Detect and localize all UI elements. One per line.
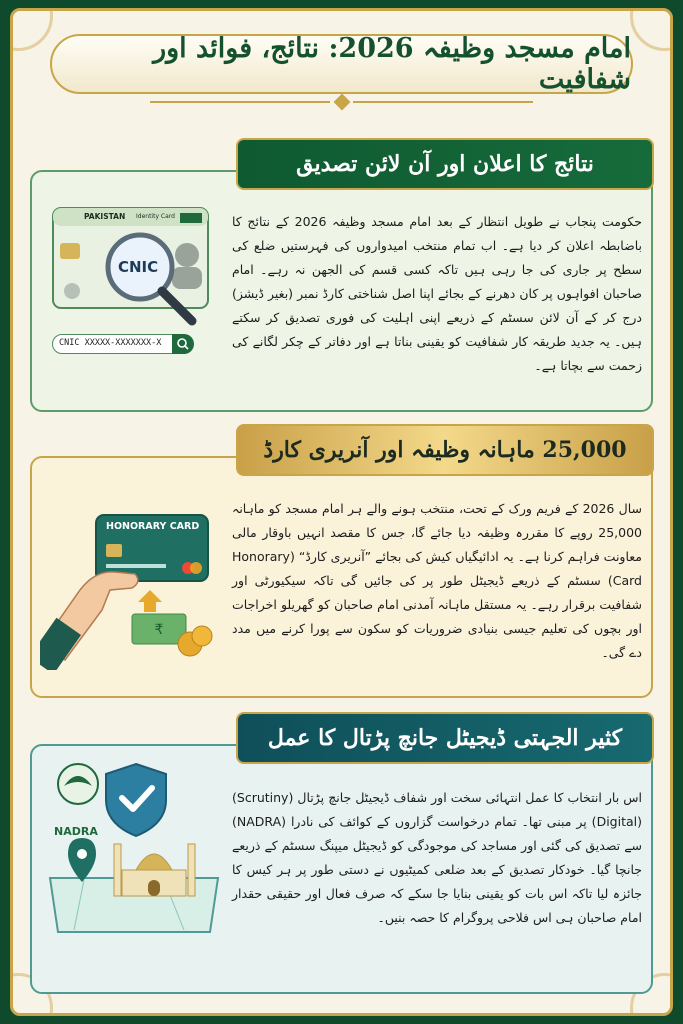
corner-ornament: [630, 8, 673, 51]
government-emblem-icon: [58, 764, 98, 804]
chip-icon: [60, 243, 80, 259]
avatar: [64, 283, 80, 299]
section-heading-scrutiny: کثیر الجہتی ڈیجیٹل جانچ پڑتال کا عمل: [236, 712, 654, 764]
section-heading-results: نتائج کا اعلان اور آن لائن تصدیق: [236, 138, 654, 190]
search-button[interactable]: [172, 334, 194, 354]
search-icon: [172, 334, 194, 354]
svg-text:₹: ₹: [154, 622, 164, 638]
chip-icon: [106, 544, 122, 557]
arrow-up-icon: [138, 590, 162, 612]
section-body-results: حکومت پنجاب نے طویل انتظار کے بعد امام مسجد وظیفہ 2026 کے نتائج کا باضابطہ اعلان کر دیا ہے۔ اب تمام منتخب امیدواروں کی فہرستیں ضلع کی سطح پر جاری کی جا رہی ہیں تاکہ کسی قسم کی الجھن نہ رہے۔ امام صاحبان افواہوں پر کان دھرنے کے بجائے اپنا اصل شناختی کارڈ نمبر (بغیر ڈیشز) درج کر کے آن لائن سسٹم کے ذریعے اپنی اہلیت کی فوری تصدیق کر سکتے ہیں۔ یہ جدید طریقہ کار شفافیت کو یقینی بناتا ہے اور دفاتر کے چکر لگانے کی زحمت سے بچاتا ہے۔: [232, 214, 643, 373]
section-body-stipend: سال 2026 کے فریم ورک کے تحت، منتخب ہونے والے ہر امام مسجد کو ماہانہ 25,000 روپے کا مقررہ وظیفہ دیا جائے گا، جس کا مقصد انہیں باوقار مالی معاونت فراہم کرنا ہے۔ یہ ادائیگیاں کیش کی بجائے ”آنریری کارڈ“ (Honorary Card) سسٹم کے ذریعے ڈیجیٹل طور پر کی جائیں گی تاکہ سیکیورٹی اور شفافیت برقرار رہے۔ یہ مستقل ماہانہ آمدنی امام صاحبان کو گھریلو اخراجات اور بچوں کی تعلیم جیسی بنیادی ضروریات کو سکون سے پورا کرنے میں مدد دے گی۔: [232, 501, 642, 660]
flag-icon: [180, 213, 202, 223]
shield-check-icon: [106, 764, 166, 836]
lens-text: CNIC: [118, 258, 159, 276]
scrutiny-illustration: [44, 758, 224, 938]
page-title: امام مسجد وظیفہ 2026: نتائج، فوائد اور شفافیت: [153, 33, 631, 95]
honorary-card-hand-illustration: [40, 510, 220, 670]
divider: [150, 101, 330, 103]
section-heading-stipend: 25,000 ماہانہ وظیفہ اور آنریری کارڈ: [236, 424, 654, 476]
card-country: PAKISTAN: [84, 212, 126, 221]
divider: [353, 101, 533, 103]
corner-ornament: [10, 8, 53, 51]
cnic-search-input[interactable]: CNIC XXXXX-XXXXXXX-X: [52, 334, 192, 354]
page-title-banner: [50, 34, 633, 94]
section-body-scrutiny: اس بار انتخاب کا عمل انتہائی سخت اور شفاف ڈیجیٹل جانچ پڑتال (Scrutiny) (Digital) پر مبنی تھا۔ تمام درخواست گزاروں کے کوائف کی نادرا (NADRA) سے تصدیق کی گئی اور مساجد کی موجودگی کو ڈیجیٹل میپنگ سسٹم کے ذریعے جانچا گیا۔ خودکار تصدیق کے بعد ضلعی کمیٹیوں نے دستی طور پر ہر کیس کا جائزہ لیا تاکہ اس بات کو یقینی بنایا جا سکے کہ صرف فعال اور حقیقی حقدار امام صاحبان ہی اس فلاحی پروگرام کا حصہ بنیں۔: [232, 790, 642, 925]
card-type: Identity Card: [136, 213, 175, 220]
nadra-label: NADRA: [54, 825, 98, 838]
card-label: HONORARY CARD: [106, 521, 200, 532]
location-pin-icon: [68, 838, 96, 882]
